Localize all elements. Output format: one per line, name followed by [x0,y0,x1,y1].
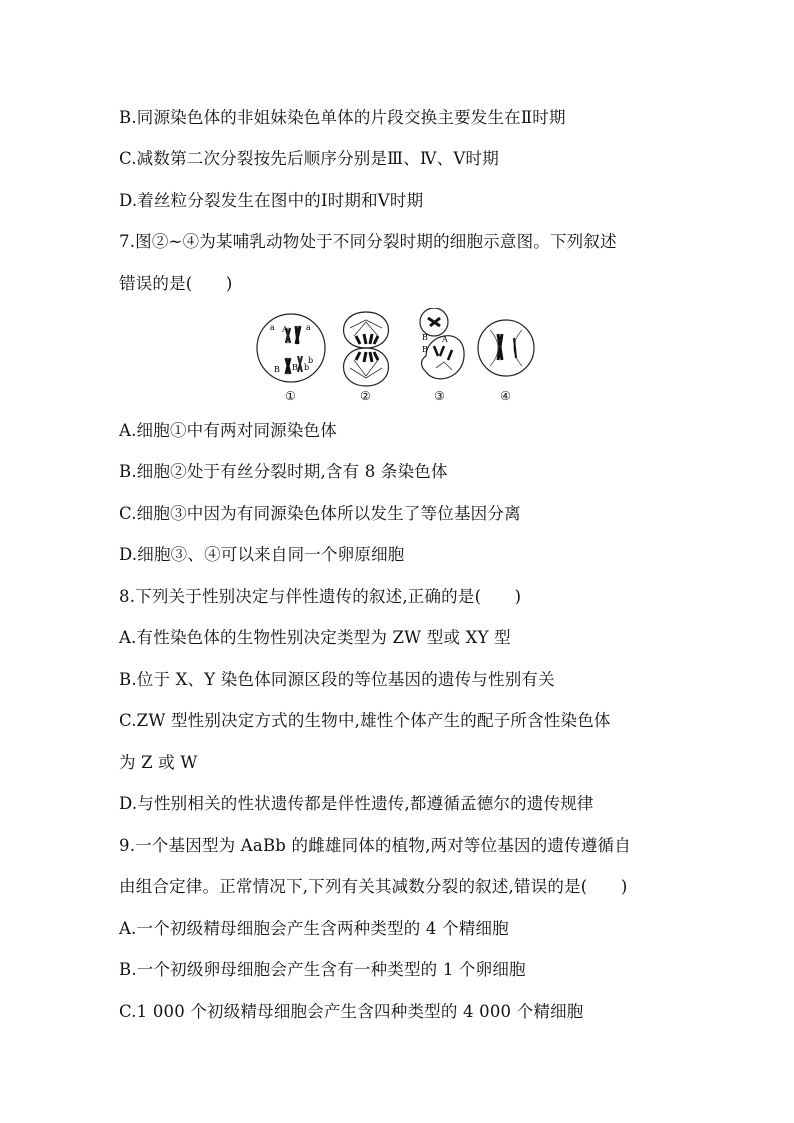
option-c-q7: C.细胞③中因为有同源染色体所以发生了等位基因分离 [119,504,521,523]
cell-diagrams-svg [256,308,536,404]
cell-3-diagram [420,308,464,379]
option-b-q9: B.一个初级卵母细胞会产生含有一种类型的 1 个卵细胞 [119,960,526,979]
svg-text:B: B [422,333,428,342]
figure-label-2: ② [360,389,371,403]
option-d-q6: D.着丝粒分裂发生在图中的Ⅰ时期和Ⅴ时期 [119,191,424,210]
figure-label-4: ④ [500,389,511,403]
option-c-q8-cont: 为 Z 或 W [119,753,198,772]
svg-text:b: b [308,356,314,365]
option-d-q8: D.与性别相关的性状遗传都是伴性遗传,都遵循孟德尔的遗传规律 [119,794,594,813]
svg-text:B: B [292,363,298,372]
figure-label-1: ① [285,389,296,403]
question-9-stem-cont: 由组合定律。正常情况下,下列有关其减数分裂的叙述,错误的是( ) [119,877,628,896]
cell-2-diagram [344,312,389,386]
question-7-stem: 7.图②~④为某哺乳动物处于不同分裂时期的细胞示意图。下列叙述 [119,232,617,251]
svg-text:B: B [422,345,428,354]
option-c-q8: C.ZW 型性别决定方式的生物中,雄性个体产生的配子所含性染色体 [119,711,611,730]
figure-label-3: ③ [434,389,445,403]
question-9-stem: 9.一个基因型为 AaBb 的雌雄同体的植物,两对等位基因的遗传遵循自 [119,836,631,855]
option-b-q8: B.位于 X、Y 染色体同源区段的等位基因的遗传与性别有关 [119,670,555,689]
option-b-q6: B.同源染色体的非姐妹染色单体的片段交换主要发生在Ⅱ时期 [119,108,566,127]
option-a-q7: A.细胞①中有两对同源染色体 [119,421,337,440]
cell-1-diagram [257,314,325,382]
option-a-q8: A.有性染色体的生物性别决定类型为 ZW 型或 XY 型 [119,628,511,647]
svg-text:A: A [282,325,288,334]
svg-text:b: b [304,363,310,372]
option-a-q9: A.一个初级精母细胞会产生含两种类型的 4 个精细胞 [119,919,509,938]
question-7-stem-cont: 错误的是( ) [119,274,233,293]
svg-text:B: B [274,365,280,374]
svg-text:A: A [442,335,448,344]
cell-division-figure [256,308,536,404]
option-b-q7: B.细胞②处于有丝分裂时期,含有 8 条染色体 [119,462,448,481]
option-c-q6: C.减数第二次分裂按先后顺序分别是Ⅲ、Ⅳ、Ⅴ时期 [119,149,499,168]
question-8-stem: 8.下列关于性别决定与伴性遗传的叙述,正确的是( ) [119,587,522,606]
cell-4-diagram [478,320,534,376]
option-d-q7: D.细胞③、④可以来自同一个卵原细胞 [119,545,405,564]
svg-text:a: a [306,323,311,332]
option-c-q9: C.1 000 个初级精母细胞会产生含四种类型的 4 000 个精细胞 [119,1002,584,1021]
svg-text:a: a [270,323,275,332]
